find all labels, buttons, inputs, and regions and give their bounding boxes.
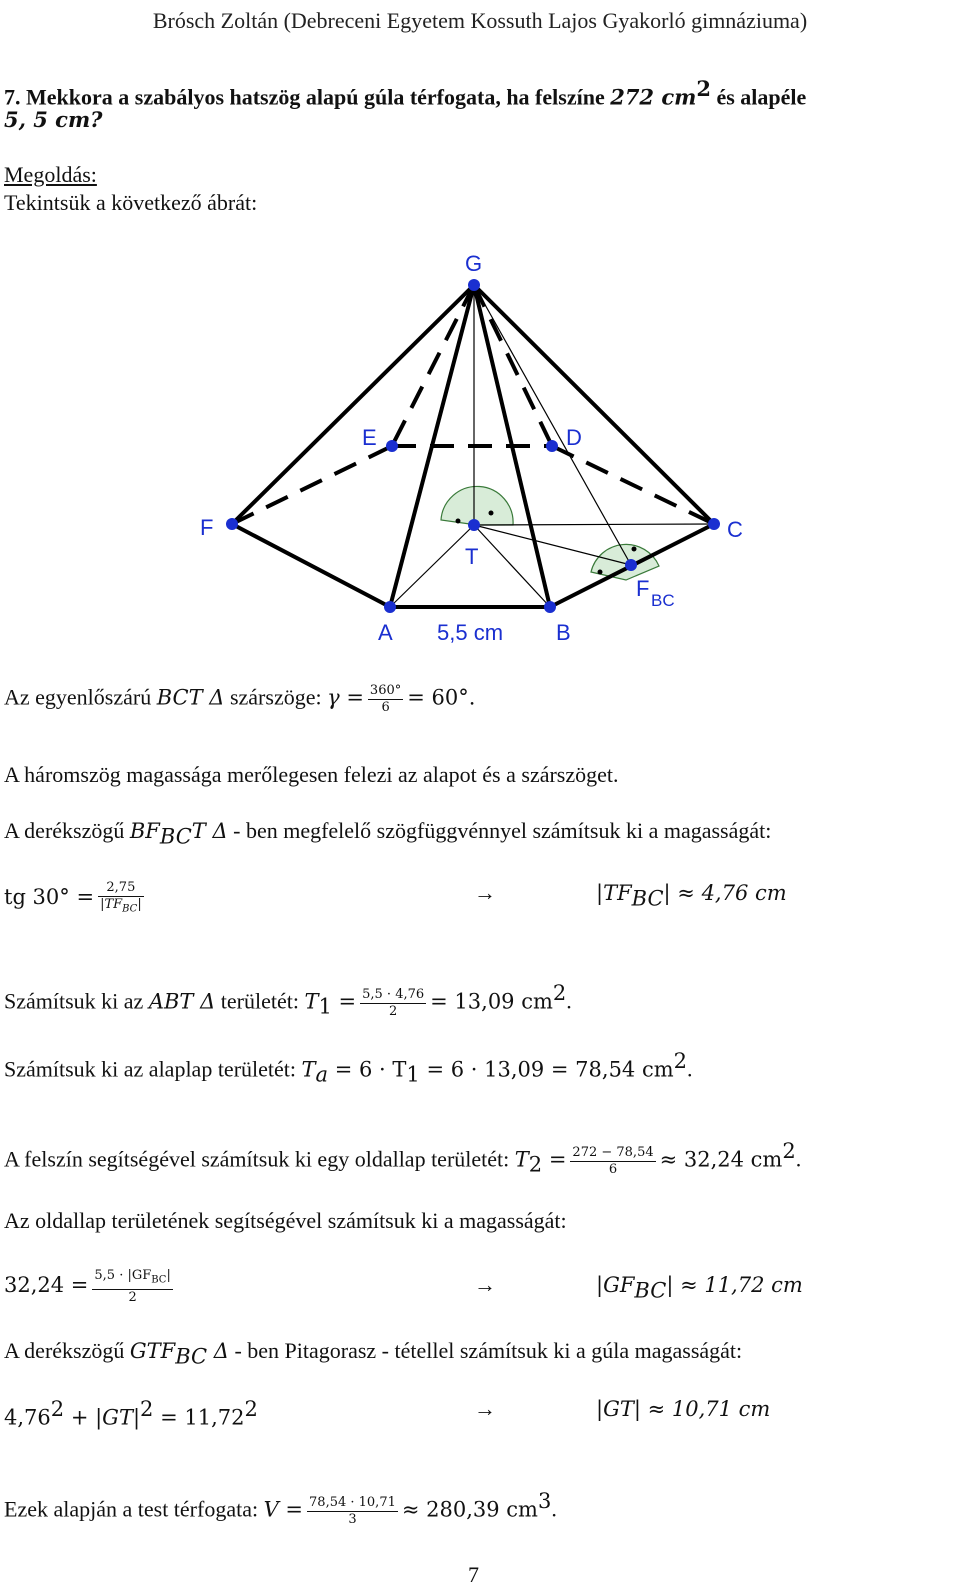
line-height-note: A háromszög magassága merőlegesen felezi az alapot és a szárszöget. <box>4 762 619 787</box>
label-FBC-sub: BC <box>651 591 675 610</box>
line-lateral-face-area: A felszín segítségével számítsuk ki egy oldallap területét: $T_2$ = $\frac{272 - 78,54}{6}$ ≈ 32,24 $cm^2$. <box>4 1139 802 1177</box>
label-D: D <box>566 425 582 450</box>
label-G: G <box>465 251 483 276</box>
label-FBC: F <box>636 576 650 601</box>
line-tan-eq: tg 30° = $\frac{2,75}{|TF_{BC}|}$ <box>4 880 142 915</box>
line-pythagoras-eq: $4,76^2 + |GT|^2 = 11,72^2$ <box>4 1397 258 1430</box>
line-face-height-eq: 32,24 = $\frac{5,5 \cdot |GF_{BC}|}{2}$ <box>4 1268 171 1305</box>
page-number: 7 <box>468 1562 479 1587</box>
problem-line-2: 5, 5 cm? <box>4 107 103 132</box>
line-base-area: Számítsuk ki az alaplap területét: $T_a = 6 \cdot T_1 = 6 \cdot 13,09 = 78,54$ $cm^2$. <box>4 1049 693 1087</box>
line-face-height-note: Az oldallap területének segítségével számítsuk ki a magasságát: <box>4 1208 567 1233</box>
label-E: E <box>362 425 377 450</box>
page-header: Brósch Zoltán (Debreceni Egyetem Kossuth Lajos Gyakorló gimnáziuma) <box>152 8 808 33</box>
result-gt: |GT| ≈ 10,71 cm <box>596 1397 771 1421</box>
label-B: B <box>556 620 571 645</box>
line-volume: Ezek alapján a test térfogata: V = $\frac{78,54 \cdot 10,71}{3}$ ≈ 280,39 $cm^3$. <box>4 1489 557 1527</box>
arrow-2: → <box>474 1272 496 1297</box>
label-C: C <box>727 517 743 542</box>
line-apex-angle: Az egyenlőszárú BCT Δ szárszöge: γ = $\frac{360^\circ}{6}$ = 60°. <box>4 683 476 715</box>
label-T: T <box>465 544 479 569</box>
solution-label: Megoldás: <box>4 162 97 187</box>
line-right-triangle: A derékszögű $BF_{BC}T$ Δ - ben megfelelő szögfüggvénnyel számítsuk ki a magasságát: <box>4 818 772 849</box>
problem-line-1: 7. Mekkora a szabályos hatszög alapú gúla térfogata, ha felszíne 272 $cm^2$ és alapéle <box>4 76 807 110</box>
label-A: A <box>378 620 393 645</box>
arrow-1: → <box>474 880 496 905</box>
arrow-3: → <box>474 1396 496 1421</box>
result-tf: $|TF_{BC}| \approx 4,76$ cm <box>596 881 787 911</box>
result-gf: $|GF_{BC}| \approx 11,72$ cm <box>596 1273 803 1303</box>
line-abt-area: Számítsuk ki az ABT Δ területét: $T_1$ = $\frac{5,5 \cdot 4,76}{2}$ = 13,09 $cm^2$. <box>4 981 572 1019</box>
label-F: F <box>200 515 214 540</box>
line-pythagoras: A derékszögű $GTF_{BC}$ Δ - ben Pitagorasz - tétellel számítsuk ki a gúla magasságát: <box>4 1338 743 1369</box>
edge-label: 5,5 cm <box>437 620 504 645</box>
intro-text: Tekintsük a következő ábrát: <box>4 190 258 215</box>
pyramid-figure <box>0 240 960 660</box>
